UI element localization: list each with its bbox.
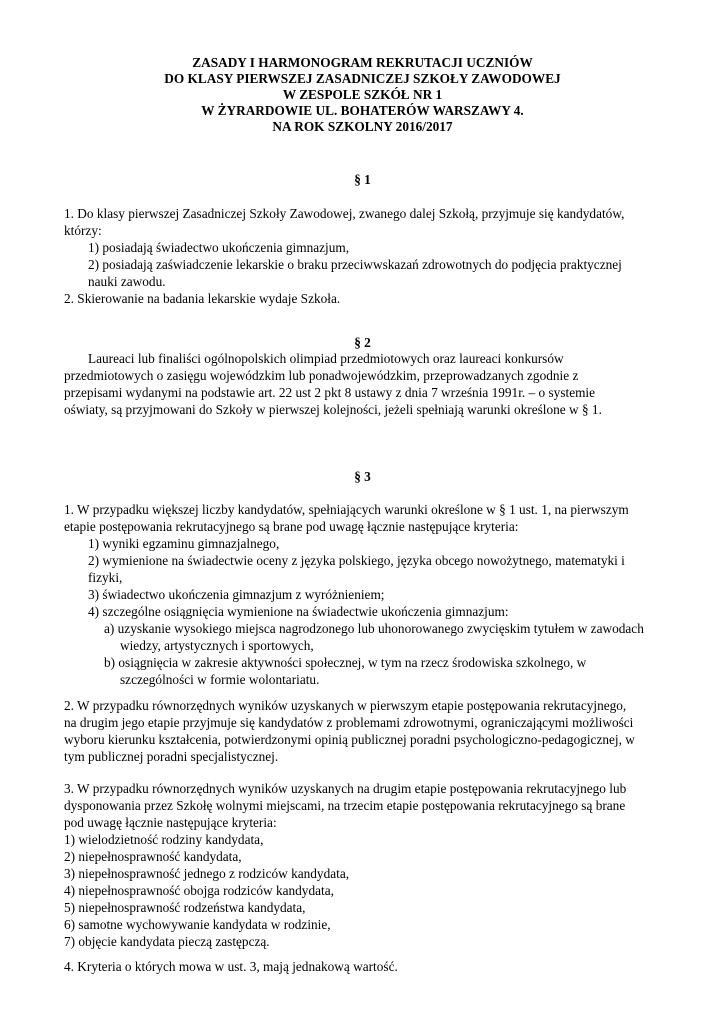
s3-p3-line-2: dysponowania przez Szkołę wolnymi miejscami, na trzecim etapie postępowania rekrutacyjnego są brane xyxy=(64,798,626,813)
s1-item-1: 1) posiadają świadectwo ukończenia gimnazjum, xyxy=(88,240,350,255)
section-2-body xyxy=(64,350,674,418)
s3-p4: 4. Kryteria o których mowa w ust. 3, mają jednakową wartość. xyxy=(64,959,398,974)
s1-item-2-line-1: 2) posiadają zaświadczenie lekarskie o braku przeciwwskazań zdrowotnych do podjęcia praktycznej xyxy=(88,257,622,272)
s3-criterion-2-line-2: fizyki, xyxy=(88,570,123,585)
document-title xyxy=(0,55,725,135)
s3-p2-line-4: tym publicznej poradni specjalistycznej. xyxy=(64,749,279,764)
s3-k-3: 3) niepełnosprawność jednego z rodziców kandydata, xyxy=(64,866,350,881)
s3-p2-line-3: wyboru kierunku kształcenia, potwierdzonymi opinią publicznej poradni psychologiczno-pedagogicznej, w xyxy=(64,732,635,747)
s3-k-2: 2) niepełnosprawność kandydata, xyxy=(64,849,242,864)
s1-paragraph-1-line-2: którzy: xyxy=(64,223,102,238)
s1-paragraph-1-line-1: 1. Do klasy pierwszej Zasadniczej Szkoły Zawodowej, zwanego dalej Szkołą, przyjmuje się kandydatów, xyxy=(64,206,625,221)
title-line-1: ZASADY I HARMONOGRAM REKRUTACJI UCZNIÓW xyxy=(192,55,533,70)
s3-criterion-3: 3) świadectwo ukończenia gimnazjum z wyróżnieniem; xyxy=(88,587,385,602)
section-1-body xyxy=(64,205,674,307)
section-3-paragraph-2 xyxy=(64,697,674,765)
section-3-paragraph-3 xyxy=(64,780,674,950)
section-2-heading: § 2 xyxy=(354,335,371,350)
s3-k-6: 6) samotne wychowywanie kandydata w rodzinie, xyxy=(64,917,331,932)
s3-criterion-1: 1) wyniki egzaminu gimnazjalnego, xyxy=(88,536,280,551)
s2-line-2: przedmiotowych o zasięgu wojewódzkim lub ponadwojewódzkim, przeprowadzanych zgodnie z xyxy=(64,368,579,383)
s2-line-1: Laureaci lub finaliści ogólnopolskich olimpiad przedmiotowych oraz laureaci konkursów xyxy=(88,351,564,366)
s3-k-7: 7) objęcie kandydata pieczą zastępczą. xyxy=(64,934,270,949)
s3-criterion-2-line-1: 2) wymienione na świadectwie oceny z języka polskiego, języka obcego nowożytnego, matematyki i xyxy=(88,553,625,568)
section-3-paragraph-4 xyxy=(64,958,674,975)
section-1-heading: § 1 xyxy=(354,172,371,187)
s3-k-1: 1) wielodzietność rodziny kandydata, xyxy=(64,832,264,847)
s3-criterion-4: 4) szczególne osiągnięcia wymienione na świadectwie ukończenia gimnazjum: xyxy=(88,604,509,619)
s3-p3-line-3: pod uwagę łącznie następujące kryteria: xyxy=(64,815,277,830)
section-3-heading: § 3 xyxy=(354,469,371,484)
s3-p1-line-1: 1. W przypadku większej liczby kandydatów, spełniających warunki określone w § 1 ust. 1, na pierwszym xyxy=(64,502,629,517)
s3-p2-line-1: 2. W przypadku równorzędnych wyników uzyskanych w pierwszym etapie postępowania rekrutacyjnego, xyxy=(64,698,627,713)
s1-paragraph-2: 2. Skierowanie na badania lekarskie wydaje Szkoła. xyxy=(64,291,341,306)
s3-k-5: 5) niepełnosprawność rodzeństwa kandydata, xyxy=(64,900,306,915)
section-3-paragraph-1 xyxy=(64,501,674,688)
s1-item-2-line-2: nauki zawodu. xyxy=(88,274,166,289)
title-line-3: W ZESPOLE SZKÓŁ NR 1 xyxy=(282,87,443,102)
s3-criterion-4a-line-2: wiedzy, artystycznych i sportowych, xyxy=(120,638,314,653)
s3-criterion-4b-line-1: b) osiągnięcia w zakresie aktywności społecznej, w tym na rzecz środowiska szkolnego, w xyxy=(104,655,587,670)
s3-criterion-4b-line-2: szczególności w formie wolontariatu. xyxy=(120,672,320,687)
s3-criterion-4a-line-1: a) uzyskanie wysokiego miejsca nagrodzonego lub uhonorowanego zwycięskim tytułem w zawodach xyxy=(104,621,644,636)
s2-line-4: oświaty, są przyjmowani do Szkoły w pierwszej kolejności, jeżeli spełniają warunki określone w § 1. xyxy=(64,402,602,417)
s3-p2-line-2: na drugim jego etapie przyjmuje się kandydatów z problemami zdrowotnymi, ograniczającymi możliwości xyxy=(64,715,634,730)
title-line-2: DO KLASY PIERWSZEJ ZASADNICZEJ SZKOŁY ZAWODOWEJ xyxy=(164,71,561,86)
s2-line-3: przepisami wydanymi na podstawie art. 22 ust 2 pkt 8 ustawy z dnia 7 września 1991r. – o systemie xyxy=(64,385,596,400)
s3-k-4: 4) niepełnosprawność obojga rodziców kandydata, xyxy=(64,883,334,898)
s3-p3-line-1: 3. W przypadku równorzędnych wyników uzyskanych na drugim etapie postępowania rekrutacyjnego lub xyxy=(64,781,627,796)
title-line-4: W ŻYRARDOWIE UL. BOHATERÓW WARSZAWY 4. xyxy=(201,103,524,118)
title-line-5: NA ROK SZKOLNY 2016/2017 xyxy=(272,119,453,134)
s3-p1-line-2: etapie postępowania rekrutacyjnego są brane pod uwagę łącznie następujące kryteria: xyxy=(64,519,519,534)
